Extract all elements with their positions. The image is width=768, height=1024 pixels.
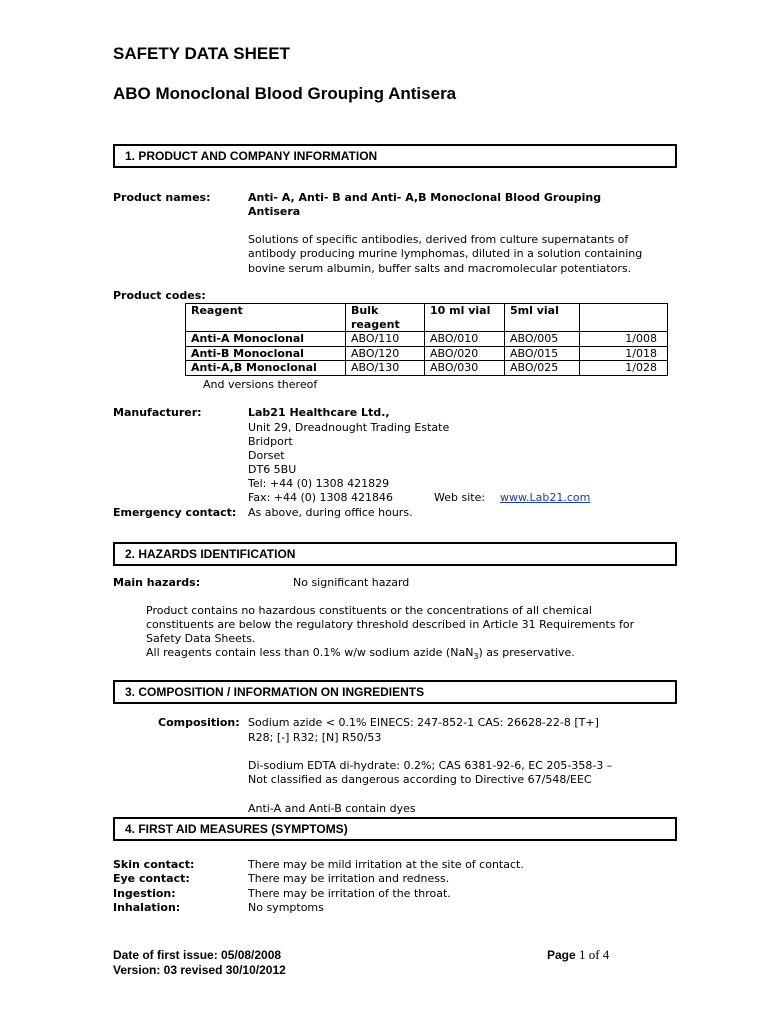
cell-10ml: ABO/030 xyxy=(425,361,505,376)
main-hazards-value: No significant hazard xyxy=(293,576,410,589)
manufacturer-label: Manufacturer: xyxy=(113,406,202,419)
edta-composition-line: Di-sodium EDTA di-hydrate: 0.2%; CAS 6381-92-6, EC 205-358-3 – xyxy=(248,759,613,772)
header-10ml: 10 ml vial xyxy=(425,304,505,332)
fax: Fax: +44 (0) 1308 421846 xyxy=(248,491,394,504)
cell-bulk: ABO/110 xyxy=(346,332,425,347)
header-5ml: 5ml vial xyxy=(505,304,580,332)
product-codes-label: Product codes: xyxy=(113,289,206,302)
skin-contact-label: Skin contact: xyxy=(113,858,195,871)
telephone: Tel: +44 (0) 1308 421829 xyxy=(248,477,390,490)
eye-contact-value: There may be irritation and redness. xyxy=(248,872,450,885)
document-subtitle: ABO Monoclonal Blood Grouping Antisera xyxy=(113,84,457,103)
table-row xyxy=(186,332,668,347)
header-reagent: Reagent xyxy=(186,304,346,332)
edta-composition-line: Not classified as dangerous according to Directive 67/548/EEC xyxy=(248,773,592,786)
azide-composition-line: R28; [-] R32; [N] R50/53 xyxy=(248,731,382,744)
first-issue-date: Date of first issue: 05/08/2008 xyxy=(113,948,282,962)
page-number xyxy=(547,947,609,963)
emergency-value: As above, during office hours. xyxy=(248,506,413,519)
azide-composition-line: Sodium azide < 0.1% EINECS: 247-852-1 CAS: 26628-22-8 [T+] xyxy=(248,716,599,729)
ingestion-label: Ingestion: xyxy=(113,887,176,900)
address-line: DT6 5BU xyxy=(248,463,297,476)
table-row xyxy=(186,361,668,376)
inhalation-value: No symptoms xyxy=(248,901,324,914)
cell-reagent: Anti-A,B Monoclonal xyxy=(186,361,346,376)
product-names-line2: Antisera xyxy=(248,205,301,218)
main-hazards-label: Main hazards: xyxy=(113,576,201,589)
section-3-heading: 3. COMPOSITION / INFORMATION ON INGREDIENTS xyxy=(113,680,677,704)
eye-contact-label: Eye contact: xyxy=(113,872,190,885)
azide-subscript: 3 xyxy=(473,652,479,662)
cell-bulk: ABO/120 xyxy=(346,346,425,361)
azide-note-pre: All reagents contain less than 0.1% w/w sodium azide (NaN xyxy=(146,646,474,659)
table-row xyxy=(186,346,668,361)
azide-note xyxy=(146,646,575,665)
version-info: Version: 03 revised 30/10/2012 xyxy=(113,963,286,977)
description-line: antibody producing murine lymphomas, diluted in a solution containing xyxy=(248,247,643,260)
cell-5ml: ABO/005 xyxy=(505,332,580,347)
azide-note-post: ) as preservative. xyxy=(478,646,575,659)
address-line: Dorset xyxy=(248,449,285,462)
versions-note: And versions thereof xyxy=(203,378,318,391)
cell-reagent: Anti-A Monoclonal xyxy=(186,332,346,347)
product-codes-table xyxy=(185,303,668,376)
table-header-row xyxy=(186,304,668,332)
description-line: bovine serum albumin, buffer salts and macromolecular potentiators. xyxy=(248,262,632,275)
section-4-heading: 4. FIRST AID MEASURES (SYMPTOMS) xyxy=(113,817,677,841)
inhalation-label: Inhalation: xyxy=(113,901,181,914)
header-bulk-line: reagent xyxy=(351,317,400,331)
cell-10ml: ABO/020 xyxy=(425,346,505,361)
composition-label: Composition: xyxy=(158,716,240,729)
product-names-line1: Anti- A, Anti- B and Anti- A,B Monoclonal Blood Grouping xyxy=(248,191,602,204)
section-1-heading: 1. PRODUCT AND COMPANY INFORMATION xyxy=(113,144,677,168)
description-line: Solutions of specific antibodies, derived from culture supernatants of xyxy=(248,233,629,246)
address-line: Bridport xyxy=(248,435,293,448)
cell-bulk: ABO/130 xyxy=(346,361,425,376)
header-bulk xyxy=(346,304,425,332)
cell-5ml: ABO/015 xyxy=(505,346,580,361)
document-title: SAFETY DATA SHEET xyxy=(113,44,290,63)
hazards-paragraph-line: Product contains no hazardous constituents or the concentrations of all chemical xyxy=(146,604,592,617)
hazards-paragraph-line: Safety Data Sheets. xyxy=(146,632,256,645)
cell-10ml: ABO/010 xyxy=(425,332,505,347)
hazards-paragraph-line: constituents are below the regulatory threshold described in Article 31 Requirements for xyxy=(146,618,635,631)
page-label: Page xyxy=(547,948,576,962)
emergency-label: Emergency contact: xyxy=(113,506,237,519)
page-of: 1 of 4 xyxy=(578,947,610,962)
cell-reagent: Anti-B Monoclonal xyxy=(186,346,346,361)
dyes-note: Anti-A and Anti-B contain dyes xyxy=(248,802,416,815)
section-2-heading: 2. HAZARDS IDENTIFICATION xyxy=(113,542,677,566)
header-bulk-line: Bulk xyxy=(351,304,379,317)
cell-extra: 1/028 xyxy=(580,361,668,376)
cell-5ml: ABO/025 xyxy=(505,361,580,376)
product-names-label: Product names: xyxy=(113,191,211,204)
manufacturer-name: Lab21 Healthcare Ltd., xyxy=(248,406,390,419)
header-extra xyxy=(580,304,668,332)
website-label: Web site: xyxy=(434,491,486,504)
ingestion-value: There may be irritation of the throat. xyxy=(248,887,451,900)
website-link[interactable]: www.Lab21.com xyxy=(500,491,591,504)
cell-extra: 1/018 xyxy=(580,346,668,361)
address-line: Unit 29, Dreadnought Trading Estate xyxy=(248,421,450,434)
cell-extra: 1/008 xyxy=(580,332,668,347)
skin-contact-value: There may be mild irritation at the site of contact. xyxy=(248,858,524,871)
